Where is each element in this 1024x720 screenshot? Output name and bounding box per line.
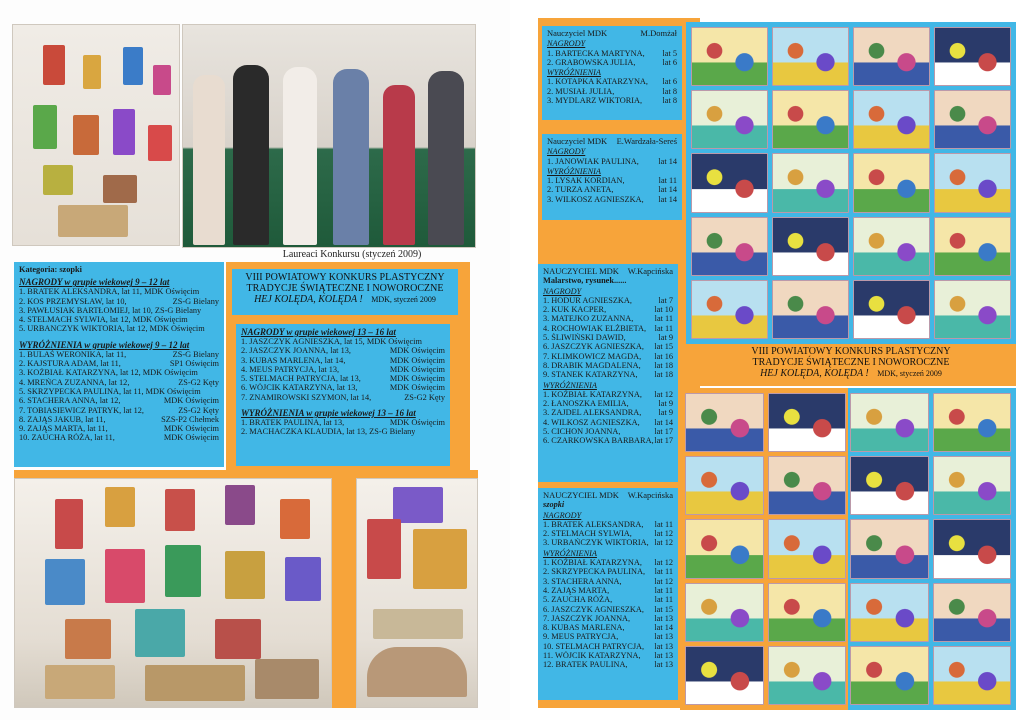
award-name: 8. KUBAS MARLENA,	[543, 623, 625, 633]
award-row	[543, 296, 673, 305]
list-wyroznienia-9-12	[19, 350, 219, 443]
photo-szopki-display	[12, 24, 180, 246]
award-age: lat 9	[658, 408, 673, 418]
award-age: lat 11	[654, 323, 673, 333]
award-school: MDK Oświęcim	[389, 383, 445, 393]
heading-wyroznienia-9-12: WYRÓŻNIENIA w grupie wiekowej 9 – 12 lat	[19, 339, 190, 350]
teacher-header-2: Nauczyciel MDK E.Wardzała-Sereś	[547, 136, 677, 146]
subtitle-malarstwo: Malarstwo, rysunek......	[543, 276, 627, 286]
child-drawing	[691, 27, 768, 86]
award-age: lat 14	[654, 623, 673, 633]
child-drawing	[691, 217, 768, 276]
award-name: 7. ZNAMIROWSKI SZYMON, lat 14,	[241, 392, 372, 402]
award-row	[543, 436, 673, 445]
award-name: 2. JASZCZYK JOANNA, lat 13,	[241, 346, 351, 356]
child-drawing	[772, 27, 849, 86]
award-row	[19, 324, 219, 333]
child-drawing	[933, 646, 1012, 705]
award-name: 3. KOŹBIAŁ KATARZYNA, lat 12, MDK Oświęcim	[19, 368, 198, 378]
award-name: 4. WILKOSZ AGNIESZKA,	[543, 417, 640, 427]
award-row	[543, 399, 673, 408]
award-age: lat 6	[662, 77, 677, 87]
child-drawing	[768, 519, 847, 578]
award-name: 1. BULAŚ WERONIKA, lat 11,	[19, 349, 127, 359]
award-row	[19, 396, 219, 405]
child-drawing	[853, 27, 930, 86]
award-name: 1. HODUR AGNIESZKA,	[543, 295, 632, 305]
award-age: lat 10	[654, 305, 673, 315]
award-name: 4. ROCHOWIAK ELŻBIETA,	[543, 323, 647, 333]
child-drawing	[685, 456, 764, 515]
award-school: MDK Oświęcim	[163, 396, 219, 406]
award-name: 3. PAWŁUSIAK BARTŁOMIEJ, lat 10, ZS-G Bielany	[19, 305, 202, 315]
award-row	[543, 642, 673, 651]
award-name: 3. MATEJKO ZUZANNA,	[543, 314, 634, 324]
award-name: 4. MREŃCA ZUZANNA, lat 12,	[19, 377, 130, 387]
box1-sections	[547, 39, 677, 105]
award-name: 12. BRATEK PAULINA,	[543, 660, 628, 670]
box-teacher-kapcinska-szopki	[538, 488, 678, 700]
award-age: lat 15	[654, 604, 673, 614]
award-age: lat 18	[654, 370, 673, 380]
award-row	[19, 359, 219, 368]
award-age: lat 14	[658, 194, 677, 204]
award-name: 4. ZAJĄS MARTA,	[543, 585, 610, 595]
award-row	[547, 157, 677, 166]
award-name: 2. TURZA ANETA,	[547, 185, 614, 195]
child-drawing	[933, 583, 1012, 642]
child-drawing	[691, 153, 768, 212]
award-age: lat 12	[654, 529, 673, 539]
award-row	[241, 418, 445, 427]
award-row	[547, 195, 677, 204]
child-drawing	[853, 217, 930, 276]
child-drawing	[691, 90, 768, 149]
child-drawing	[850, 456, 929, 515]
award-school: ZS-G2 Kęty	[178, 405, 219, 415]
award-name: 2. SKRZYPECKA PAULINA,	[543, 567, 646, 577]
child-drawing	[934, 90, 1011, 149]
list-nagrody-9-12	[19, 287, 219, 333]
award-age: lat 8	[662, 86, 677, 96]
award-school: ZS-G Bielany	[172, 296, 219, 306]
award-age: lat 7	[658, 295, 673, 305]
child-drawing	[933, 519, 1012, 578]
award-name: 6. STACHERA ANNA, lat 12,	[19, 396, 121, 406]
award-name: 10. STELMACH PATRYCJA,	[543, 641, 645, 651]
award-row	[241, 393, 445, 402]
award-age: lat 17	[654, 427, 673, 437]
child-drawing	[934, 153, 1011, 212]
award-row	[543, 632, 673, 641]
award-row	[543, 558, 673, 567]
child-drawing	[772, 153, 849, 212]
award-row	[543, 538, 673, 547]
award-age: lat 8	[662, 96, 677, 106]
child-drawing	[850, 393, 929, 452]
child-drawing	[691, 280, 768, 339]
award-age: lat 18	[654, 360, 673, 370]
award-name: 1. BRATEK ALEKSANDRA,	[543, 519, 644, 529]
section-heading: NAGRODY	[543, 286, 582, 296]
award-row	[241, 356, 445, 365]
award-age: lat 12	[654, 558, 673, 568]
contest-motto: HEJ KOLĘDA, KOLĘDA !	[254, 294, 363, 305]
award-name: 5. ZAUCHA RÓŻA,	[543, 595, 613, 605]
award-row	[543, 660, 673, 669]
award-name: 2. ŁANOSZKA EMILIA,	[543, 399, 629, 409]
heading-nagrody-13-16: NAGRODY w grupie wiekowej 13 – 16 lat	[241, 327, 396, 337]
award-name: 1. BRATEK ALEKSANDRA, lat 11, MDK Oświęcim	[19, 287, 200, 297]
award-age: lat 15	[654, 342, 673, 352]
child-drawing	[768, 393, 847, 452]
award-age: lat 14	[654, 417, 673, 427]
award-name: 3. ZAJDEL ALEKSANDRA,	[543, 408, 642, 418]
award-name: 8. DRABIK MAGDALENA,	[543, 360, 641, 370]
box4-sections	[543, 511, 673, 670]
award-row	[543, 595, 673, 604]
award-age: lat 12	[654, 389, 673, 399]
award-row	[19, 297, 219, 306]
award-row	[19, 415, 219, 424]
award-row	[543, 651, 673, 660]
award-row	[241, 365, 445, 374]
award-row	[547, 185, 677, 194]
award-row	[543, 614, 673, 623]
award-row	[543, 586, 673, 595]
award-row	[543, 370, 673, 379]
award-row	[19, 387, 219, 396]
contest-title-right-line1: VIII POWIATOWY KONKURS PLASTYCZNY	[751, 346, 951, 357]
child-drawing	[850, 646, 929, 705]
award-school: MDK Oświęcim	[389, 418, 445, 428]
award-row	[19, 406, 219, 415]
award-name: 11. WÓJCIK KATARZYNA,	[543, 651, 641, 661]
award-name: 3. WILKOSZ AGNIESZKA,	[547, 194, 644, 204]
award-name: 1. JASZCZYK AGNIESZKA, lat 15, MDK Oświęcim	[241, 337, 422, 346]
award-age: lat 9	[658, 399, 673, 409]
child-drawing	[768, 583, 847, 642]
box-teacher-kapcinska-malarstwo	[538, 264, 678, 482]
child-drawing	[934, 27, 1011, 86]
award-row	[19, 315, 219, 324]
award-name: 2. GRABOWSKA JULIA,	[547, 57, 636, 67]
child-drawing	[853, 153, 930, 212]
photo-laureaci	[182, 24, 476, 248]
award-age: lat 6	[662, 57, 677, 67]
child-drawing	[685, 646, 764, 705]
award-name: 9. ZAJĄS MARTA, lat 11,	[19, 424, 108, 434]
award-name: 1. BARTECKA MARTYNA,	[547, 48, 645, 58]
award-name: 7. TOBIASIEWICZ PATRYK, lat 12,	[19, 405, 144, 415]
award-row	[19, 433, 219, 442]
award-age: lat 5	[662, 48, 677, 58]
contest-date-right: MDK, styczeń 2009	[877, 369, 942, 378]
award-name: 1. LYSAK KORDIAN,	[547, 176, 625, 186]
section-heading: NAGRODY	[543, 510, 582, 520]
contest-title-line2: TRADYCJE ŚWIĄTECZNE I NOWOROCZNE	[246, 283, 444, 294]
award-name: 8. ZAJĄS JAKUB, lat 11,	[19, 414, 106, 424]
award-school: MDK Oświęcim	[389, 364, 445, 374]
child-drawing	[850, 519, 929, 578]
award-row	[543, 314, 673, 323]
contest-motto-right: HEJ KOLĘDA, KOLĘDA !	[760, 368, 869, 379]
award-row	[19, 306, 219, 315]
award-row	[241, 427, 445, 436]
child-drawing	[768, 646, 847, 705]
award-row	[547, 77, 677, 86]
award-age: lat 13	[654, 660, 673, 670]
child-drawing	[685, 519, 764, 578]
award-row	[547, 58, 677, 67]
list-wyroznienia-13-16	[241, 418, 445, 437]
award-age: lat 17	[654, 436, 673, 446]
award-row	[543, 333, 673, 342]
award-age: lat 11	[654, 567, 673, 577]
award-row	[543, 605, 673, 614]
award-row	[241, 374, 445, 383]
award-school: MDK Oświęcim	[389, 346, 445, 356]
award-name: 5. ŚLIWIŃSKI DAWID,	[543, 333, 626, 343]
gallery-drawings-top	[686, 22, 1016, 344]
award-name: 3. STACHERA ANNA,	[543, 576, 622, 586]
award-school: SP1 Oświęcim	[169, 359, 219, 369]
award-school: SZS-P2 Chełmek	[161, 414, 219, 424]
award-name: 5. URBANCZYK WIKTORIA, lat 12, MDK Oświęcim	[19, 324, 205, 334]
contest-motto-row	[236, 294, 454, 305]
child-drawing	[772, 90, 849, 149]
box-contest-title-left	[232, 269, 458, 315]
award-row	[543, 352, 673, 361]
award-school: MDK Oświęcim	[389, 355, 445, 365]
award-name: 7. JASZCZYK JOANNA,	[543, 613, 631, 623]
award-row	[543, 577, 673, 586]
list-nagrody-13-16	[241, 337, 445, 402]
section-heading: WYRÓŻNIENIA	[543, 548, 597, 558]
award-row	[543, 342, 673, 351]
award-row	[241, 346, 445, 355]
award-name: 9. MEUS PATRYCJA,	[543, 632, 619, 642]
award-row	[543, 324, 673, 333]
award-name: 1. BRATEK PAULINA, lat 13,	[241, 418, 345, 428]
box-contest-title-right	[686, 344, 1016, 386]
child-drawing	[850, 583, 929, 642]
award-school: ZS-G2 Kęty	[178, 377, 219, 387]
box2-sections	[547, 147, 677, 204]
section-heading: WYRÓŻNIENIA	[547, 68, 601, 78]
award-name: 3. MYDLARZ WIKTORIA,	[547, 96, 643, 106]
award-name: 2. KUK KACPER,	[543, 305, 607, 315]
award-name: 3. URBAŃCZYK WIKTORIA,	[543, 538, 649, 548]
award-row	[543, 390, 673, 399]
award-row	[19, 378, 219, 387]
award-row	[543, 623, 673, 632]
award-age: lat 9	[658, 333, 673, 343]
award-age: lat 11	[654, 314, 673, 324]
award-age: lat 16	[654, 351, 673, 361]
award-name: 6. WÓJCIK KATARZYNA, lat 13,	[241, 383, 358, 393]
child-drawing	[934, 280, 1011, 339]
award-row	[547, 87, 677, 96]
award-age: lat 13	[654, 641, 673, 651]
box-szopki-13-16	[236, 324, 450, 466]
section-heading: NAGRODY	[547, 39, 586, 49]
award-row	[543, 567, 673, 576]
award-age: lat 13	[654, 613, 673, 623]
contest-title-line1: VIII POWIATOWY KONKURS PLASTYCZNY	[245, 272, 445, 283]
teacher-header-1: Nauczyciel MDK M.Domżał	[547, 28, 677, 38]
award-row	[241, 337, 445, 346]
award-name: 2. KOS PRZEMYSŁAW, lat 10,	[19, 296, 127, 306]
award-row	[543, 418, 673, 427]
award-name: 5. SKRZYPECKA PAULINA, lat 11, MDK Oświęcim	[19, 386, 201, 396]
award-name: 6. JASZCZYK AGNIESZKA,	[543, 342, 644, 352]
award-school: MDK Oświęcim	[163, 433, 219, 443]
award-name: 5. STELMACH PATRYCJA, lat 13,	[241, 374, 361, 384]
contest-title-right-line2: TRADYCJE ŚWIĄTECZNE I NOWOROCZNE	[752, 357, 950, 368]
subtitle-szopki: szopki	[543, 500, 565, 510]
award-age: lat 14	[658, 185, 677, 195]
photo-szopki-large	[14, 478, 332, 708]
award-name: 6. JASZCZYK AGNIESZKA,	[543, 604, 644, 614]
award-row	[547, 176, 677, 185]
award-name: 2. KAJSTURA ADAM, lat 11,	[19, 359, 121, 369]
award-age: lat 11	[654, 595, 673, 605]
child-drawing	[772, 217, 849, 276]
award-name: 1. JANOWIAK PAULINA,	[547, 156, 639, 166]
child-drawing	[772, 280, 849, 339]
right-page	[514, 0, 1024, 720]
contest-date: MDK, styczeń 2009	[371, 295, 436, 304]
child-drawing	[933, 456, 1012, 515]
child-drawing	[853, 280, 930, 339]
child-drawing	[853, 90, 930, 149]
award-row	[19, 368, 219, 377]
award-name: 2. MUSIAŁ JULIA,	[547, 86, 615, 96]
box3-sections	[543, 287, 673, 446]
box-teacher-domzal	[542, 26, 682, 120]
left-page	[0, 0, 510, 720]
award-row	[543, 520, 673, 529]
gallery-drawings-bottom	[680, 388, 1016, 710]
award-age: lat 11	[654, 585, 673, 595]
child-drawing	[685, 393, 764, 452]
award-age: lat 11	[654, 519, 673, 529]
award-age: lat 12	[654, 576, 673, 586]
award-row	[543, 408, 673, 417]
award-school: ZS-G Bielany	[172, 349, 219, 359]
award-name: 1. KOTAPKA KATARZYNA,	[547, 77, 648, 87]
box-teacher-wardzala	[542, 134, 682, 220]
section-heading: NAGRODY	[547, 147, 586, 157]
child-drawing	[685, 583, 764, 642]
child-drawing	[768, 456, 847, 515]
award-name: 1. KOŹBIAŁ KATARZYNA,	[543, 389, 642, 399]
award-name: 2. MACHACZKA KLAUDIA, lat 13, ZS-G Bielany	[241, 427, 416, 437]
award-age: lat 13	[654, 632, 673, 642]
award-age: lat 11	[658, 176, 677, 186]
award-row	[547, 49, 677, 58]
award-age: lat 14	[658, 156, 677, 166]
award-school: ZS-G2 Kęty	[404, 392, 445, 402]
teacher-header-3: NAUCZYCIEL MDK W.Kapcińska	[543, 266, 673, 276]
award-name: 2. STELMACH SYLWIA,	[543, 529, 632, 539]
award-row	[19, 287, 219, 296]
section-heading: WYRÓŻNIENIA	[543, 380, 597, 390]
award-name: 3. KUBAS MARLENA, lat 14,	[241, 355, 346, 365]
teacher-header-4: NAUCZYCIEL MDK W.Kapcińska	[543, 490, 673, 500]
box-szopki-9-12	[14, 262, 224, 467]
contest-motto-right-row	[688, 368, 1014, 379]
photo-szopki-small	[356, 478, 478, 708]
award-name: 10. ZAUCHA RÓŻA, lat 11,	[19, 433, 115, 443]
award-row	[19, 424, 219, 433]
award-age: lat 12	[654, 538, 673, 548]
award-row	[543, 361, 673, 370]
award-name: 9. STANEK KATARZYNA,	[543, 370, 638, 380]
award-row	[547, 96, 677, 105]
child-drawing	[933, 393, 1012, 452]
award-name: 1. KOŹBIAŁ KATARZYNA,	[543, 558, 642, 568]
award-school: MDK Oświęcim	[389, 374, 445, 384]
heading-wyroznienia-13-16: WYRÓŻNIENIA w grupie wiekowej 13 – 16 lat	[241, 408, 416, 419]
award-age: lat 13	[654, 651, 673, 661]
section-heading: WYRÓŻNIENIA	[547, 166, 601, 176]
award-row	[543, 427, 673, 436]
award-row	[543, 529, 673, 538]
child-drawing	[934, 217, 1011, 276]
award-row	[543, 305, 673, 314]
heading-nagrody-9-12: NAGRODY w grupie wiekowej 9 – 12 lat	[19, 277, 170, 288]
caption-laureaci: Laureaci Konkursu (styczeń 2009)	[282, 249, 422, 260]
award-name: 7. KLIMKOWICZ MAGDA,	[543, 351, 642, 361]
award-name: 4. MEUS PATRYCJA, lat 13,	[241, 364, 340, 374]
award-name: 6. CZARKOWSKA BARBARA,	[543, 436, 654, 446]
award-name: 5. CICHON JOANNA,	[543, 427, 621, 437]
award-name: 4. STELMACH SYLWIA, lat 12, MDK Oświęcim	[19, 315, 188, 325]
category-label: Kategoria: szopki	[19, 265, 82, 274]
award-school: MDK Oświęcim	[163, 424, 219, 434]
award-row	[241, 383, 445, 392]
award-row	[19, 350, 219, 359]
